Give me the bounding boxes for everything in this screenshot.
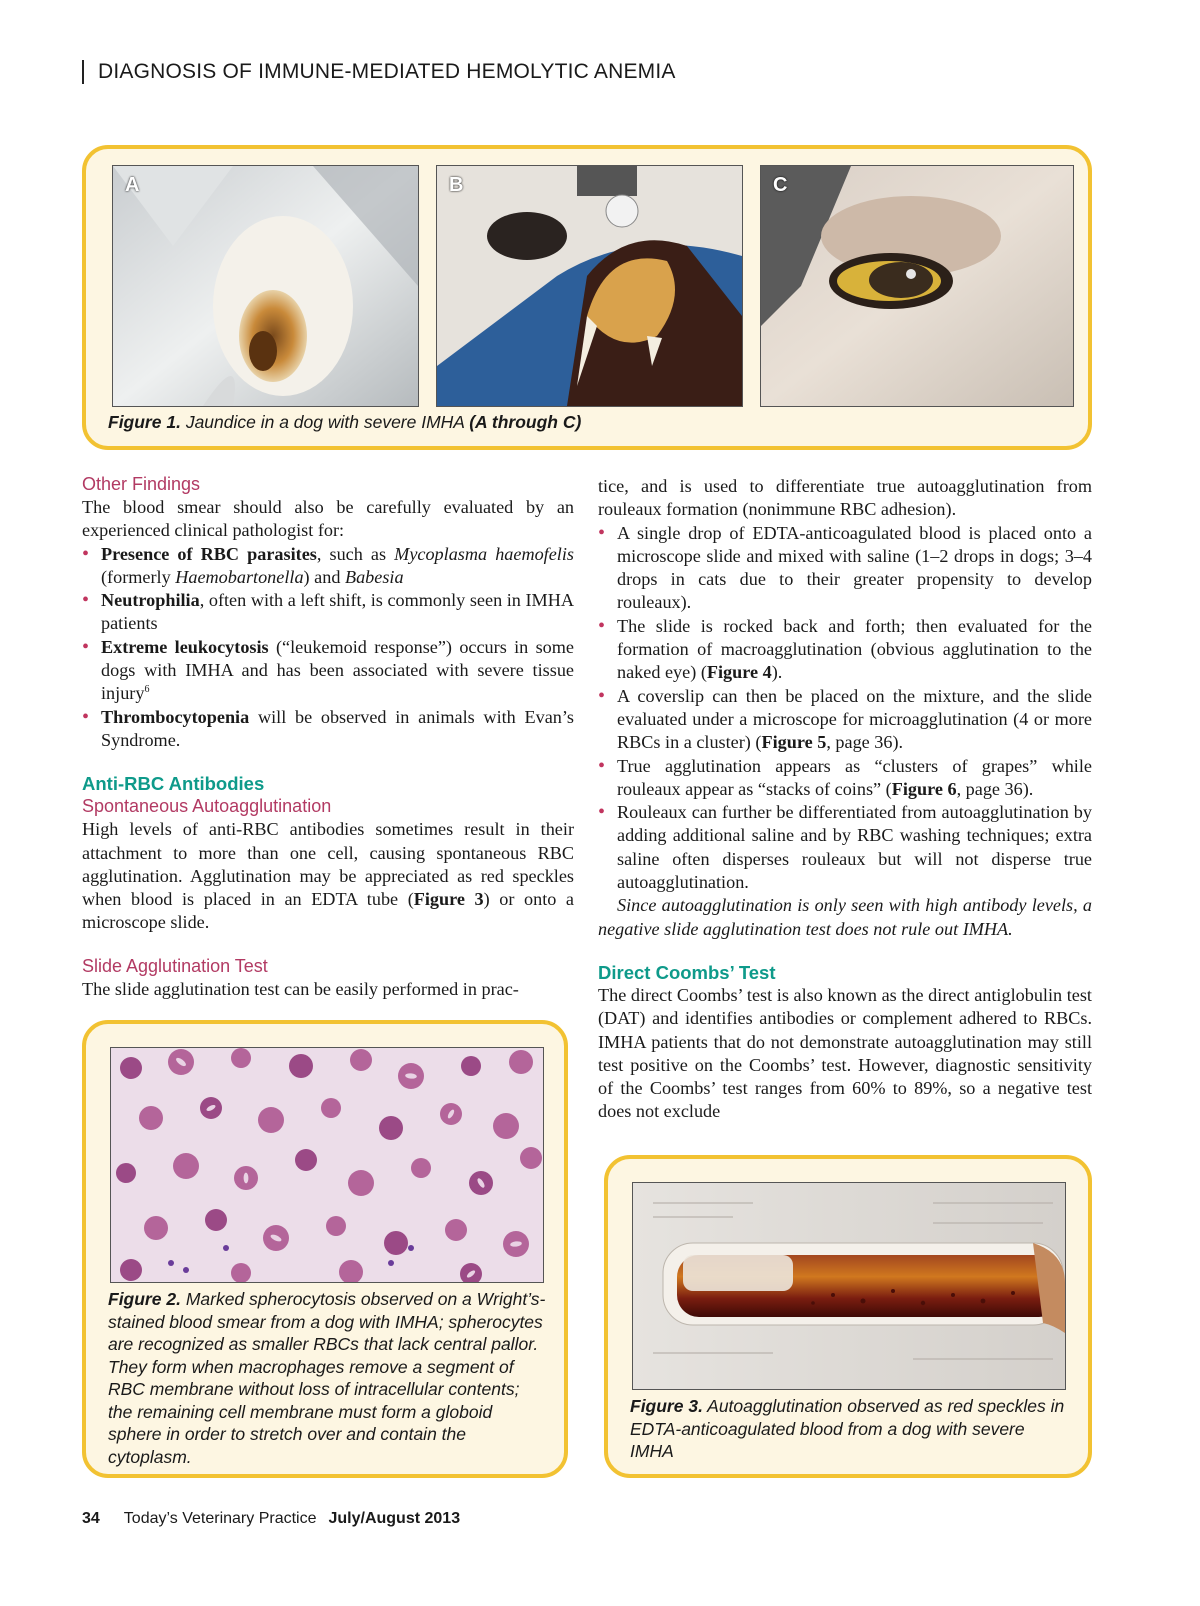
- figure-3-box: [604, 1155, 1092, 1478]
- list-item: • A single drop of EDTA-anticoagulated blood is placed onto a microscope slide and mixed with saline (1–2 drops in dogs; 3–4 drops in cats due to their greater propensity to develop rouleaux).: [598, 522, 1092, 615]
- coombs-text: The direct Coombs’ test is also known as the direct antiglobulin test (DAT) and identifies antibodies or complement adhered to RBCs. IMHA patients that do not demonstrate autoagglutination may still test positive on the Coombs’ test. However, diagnostic sensitivity of the Coombs’ test ranges from 60% to 89%, so a negative test does not exclude: [598, 984, 1092, 1122]
- figure-2-caption: Figure 2. Marked spherocytosis observed on a Wright’s-stained blood smear from a dog with IMHA; spherocytes are recognized as smaller RBCs that lack central pallor. They form when macrophages remove a segment of RBC membrane without loss of intracellular contents; the remaining cell membrane must form a globoid sphere in order to stretch over and contain the cytoplasm.: [108, 1289, 546, 1467]
- jaundiced-eye-photo: [761, 166, 1073, 406]
- autoagglutination-text: High levels of anti-RBC antibodies sometimes result in their attachment to more than one cell, causing spontaneous RBC agglutination. Agglutination may be appreciated as red speckles when blood is placed in an EDTA tube (Figure 3) or onto a microscope slide.: [82, 819, 574, 933]
- list-item: • Thrombocytopenia will be observed in animals with Evan’s Syndrome.: [82, 706, 574, 753]
- rbc-cell: [231, 1263, 251, 1282]
- rbc-cell: [231, 1048, 251, 1068]
- rbc-cell: [205, 1209, 227, 1231]
- figure-1-caption: Figure 1. Jaundice in a dog with severe IMHA (A through C): [108, 412, 582, 432]
- panel-label-a: A: [125, 174, 140, 196]
- list-item: • Neutrophilia, often with a left shift, is commonly seen in IMHA patients: [82, 589, 574, 636]
- rbc-cell: [144, 1216, 168, 1240]
- figure-3-photo: [632, 1182, 1066, 1390]
- rbc-cell: [411, 1158, 431, 1178]
- rbc-cell: [120, 1259, 142, 1281]
- anti-rbc-heading: Anti-RBC Antibodies: [82, 773, 265, 795]
- other-findings-intro: The blood smear should also be carefully evaluated by an experienced clinical pathologist for:: [82, 497, 574, 541]
- list-item: • A coverslip can then be placed on the mixture, and the slide evaluated under a microscope for microagglutination (4 or more RBCs in a cluster) (Figure 5, page 36).: [598, 685, 1092, 755]
- rbc-cell: [350, 1049, 372, 1071]
- list-item: • Extreme leukocytosis (“leukemoid response”) occurs in some dogs with IMHA and has been associated with severe tissue injury$^6$: [82, 636, 574, 706]
- header-rule: [82, 60, 84, 84]
- rbc-cell: [348, 1170, 374, 1196]
- left-column: [82, 473, 574, 1001]
- slide-agglutination-text: The slide agglutination test can be easily performed in prac-: [82, 978, 519, 999]
- jaundiced-gums-photo: [437, 166, 742, 406]
- right-column: [598, 475, 1092, 1124]
- list-item: • Presence of RBC parasites, such as Mycoplasma haemofelis (formerly Haemobartonella) and Babesia: [82, 543, 574, 590]
- list-item: • Rouleaux can further be differentiated from autoagglutination by adding additional saline and by RBC washing techniques; extra saline often disperses rouleaux but will not disperse true autoagglutination.: [598, 801, 1092, 894]
- other-findings-heading: Other Findings: [82, 474, 201, 494]
- rbc-cell: [339, 1260, 363, 1282]
- rbc-cell: [445, 1219, 467, 1241]
- slide-agglutination-subheading: Slide Agglutination Test: [82, 955, 268, 976]
- edta-tube-photo: [633, 1183, 1065, 1389]
- list-item: • The slide is rocked back and forth; then evaluated for the formation of macroagglutination (obvious agglutination to the naked eye) (Figure 4).: [598, 615, 1092, 685]
- platelet: [183, 1267, 189, 1273]
- rbc-cell: [116, 1163, 136, 1183]
- rbc-cell: [493, 1113, 519, 1139]
- page-footer: [82, 1510, 460, 1528]
- rbc-cell: [509, 1050, 533, 1074]
- figure-3-caption: Figure 3. Autoagglutination observed as red speckles in EDTA-anticoagulated blood from a dog with severe IMHA: [630, 1396, 1065, 1461]
- rbc-cell: [379, 1116, 403, 1140]
- publication-name: Today’s Veterinary Practice: [123, 1510, 317, 1527]
- rbc-cell: [295, 1149, 317, 1171]
- rbc-cell: [384, 1231, 408, 1255]
- rbc-cell: [520, 1147, 542, 1169]
- running-header: [82, 58, 676, 86]
- slide-test-continued: tice, and is used to differentiate true autoagglutination from rouleaux formation (nonimmune RBC adhesion).: [598, 476, 1092, 520]
- rbc-cell: [289, 1054, 313, 1078]
- rbc-cell: [173, 1153, 199, 1179]
- figure-1-panel-b: [436, 165, 743, 407]
- rbc-cell: [120, 1057, 142, 1079]
- figure-1-box: [82, 145, 1092, 450]
- emphasis-note: Since autoagglutination is only seen with high antibody levels, a negative slide agglutination test does not rule out IMHA.: [598, 895, 1092, 939]
- issue-date: July/August 2013: [328, 1510, 461, 1527]
- other-findings-list: [82, 543, 574, 753]
- rbc-cell: [326, 1216, 346, 1236]
- list-item: • True agglutination appears as “clusters of grapes” while rouleaux appear as “stacks of coins” (Figure 6, page 36).: [598, 755, 1092, 802]
- figure-2-box: [82, 1020, 568, 1478]
- header-title: DIAGNOSIS OF IMMUNE-MEDIATED HEMOLYTIC ANEMIA: [98, 60, 676, 83]
- panel-label-c: C: [773, 174, 788, 196]
- rbc-cell: [321, 1098, 341, 1118]
- panel-label-b: B: [449, 174, 464, 196]
- jaundiced-ear-photo: [113, 166, 418, 406]
- blood-smear-image: [111, 1048, 543, 1282]
- rbc-cell: [258, 1107, 284, 1133]
- platelet: [388, 1260, 394, 1266]
- rbc-cell: [139, 1106, 163, 1130]
- platelet: [223, 1245, 229, 1251]
- slide-test-steps: [598, 522, 1092, 895]
- platelet: [168, 1260, 174, 1266]
- rbc-cell: [461, 1056, 481, 1076]
- coombs-heading: Direct Coombs’ Test: [598, 961, 776, 983]
- platelet: [408, 1245, 414, 1251]
- figure-2-photo: [110, 1047, 544, 1283]
- figure-1-panel-c: [760, 165, 1074, 407]
- figure-1-panel-a: [112, 165, 419, 407]
- autoagglutination-subheading: Spontaneous Autoagglutination: [82, 796, 332, 817]
- page-number: 34: [82, 1510, 100, 1527]
